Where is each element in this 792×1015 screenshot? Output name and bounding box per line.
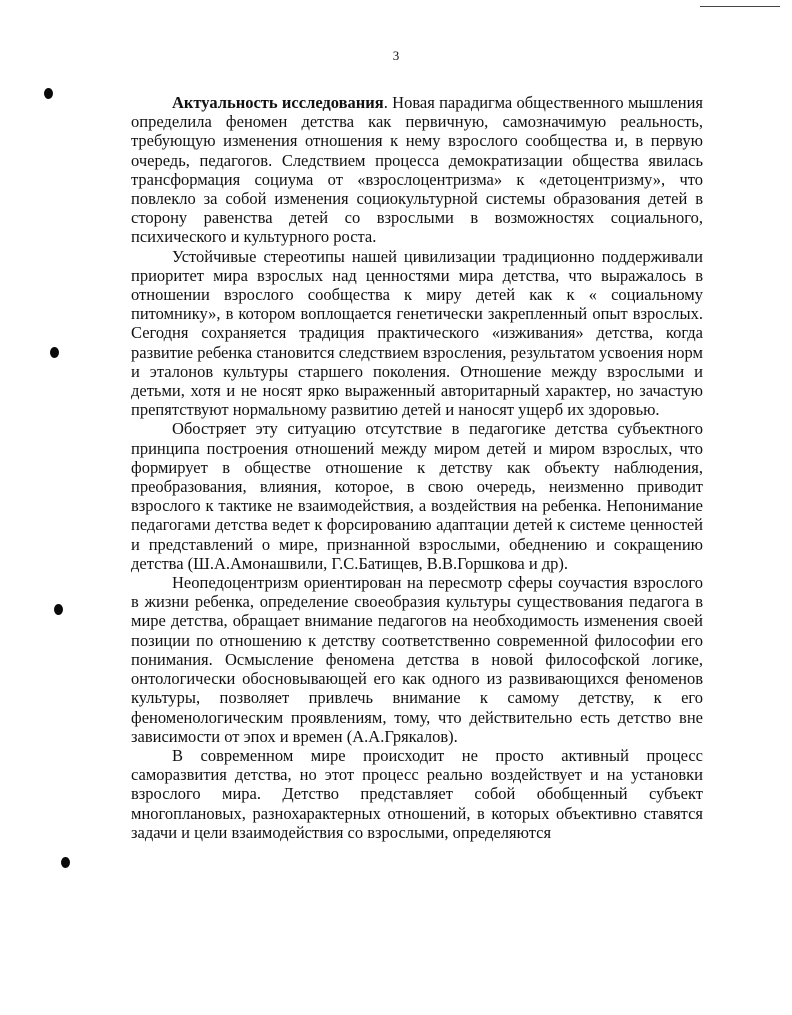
punch-hole-mark — [61, 857, 70, 868]
body-text — [131, 93, 703, 842]
scan-edge-line — [700, 6, 780, 7]
paragraph-relevance — [131, 93, 703, 247]
page-number: 3 — [392, 48, 400, 63]
punch-hole-mark — [54, 604, 63, 615]
paragraph-modern-world: В современном мире происходит не просто активный процесс саморазвития детства, но этот процесс реально воздействует и на установки взрослого мира. Детство представляет собой обобщенный субъект многоплановых, разнохарактерных отношений, в которых объективно ставятся задачи и цели взаимодействия со взрослыми, определяются — [131, 745, 703, 842]
relevance-heading: Актуальность исследования — [172, 93, 384, 112]
paragraph-stereotypes: Устойчивые стереотипы нашей цивилизации традиционно поддерживали приоритет мира взрослых над ценностями мира детства, что выражалось в отношении взрослого сообщества к миру детей как к « социальному питомнику», в котором воплощается генетически закрепленный опыт взрослых. Сегодня сохраняется традиция практического «изживания» детства, когда развитие ребенка становится следствием взросления, результатом усвоения норм и эталонов культуры старшего поколения. Отношение между взрослыми и детьми, хотя и не носят ярко выраженный авторитарный характер, но зачастую препятствуют нормальному развитию детей и наносят ущерб их здоровью. — [131, 246, 703, 420]
paragraph-text: . Новая парадигма общественного мышления определила феномен детства как первичную, самозначимую реальность, требующую изменения отношения к нему взрослого сообщества и, в первую очередь, педагогов. Следствием процесса демократизации общества явилась трансформация социума от «взрослоцентризма» к «детоцентризму», что повлекло за собой изменения социокультурной системы образования детей в сторону равенства детей со взрослыми в возможностях социального, психического и культурного роста. — [131, 93, 704, 247]
paragraph-neopedocentrism: Неопедоцентризм ориентирован на пересмотр сферы соучастия взрослого в жизни ребенка, определение своеобразия культуры существования педагога в мире детства, обращает внимание педагогов на необходимость изменения своей позиции по отношению к детству соответственно современной философии его понимания. Осмысление феномена детства в новой философской логике, онтологически обосновывающей его как одного из развивающихся феноменов культуры, позволяет привлечь внимание к самому детству, к его феноменологическим проявлениям, тому, что действительно есть детство вне зависимости от эпох и времен (А.А.Грякалов). — [131, 573, 703, 746]
paragraph-subject-principle: Обостряет эту ситуацию отсутствие в педагогике детства субъектного принципа построения отношений между миром детей и миром взрослых, что формирует в обществе отношение к детству как объекту наблюдения, преобразования, влияния, которое, в свою очередь, неизменно приводит взрослого к тактике не взаимодействия, а воздействия на ребенка. Непонимание педагогами детства ведет к форсированию адаптации детей к системе ценностей и представлений о мире, признанной взрослыми, обеднению и сокращению детства (Ш.А.Амонашвили, Г.С.Батищев, В.В.Горшкова и др). — [131, 419, 703, 573]
punch-hole-mark — [50, 347, 59, 358]
punch-hole-mark — [44, 88, 53, 99]
